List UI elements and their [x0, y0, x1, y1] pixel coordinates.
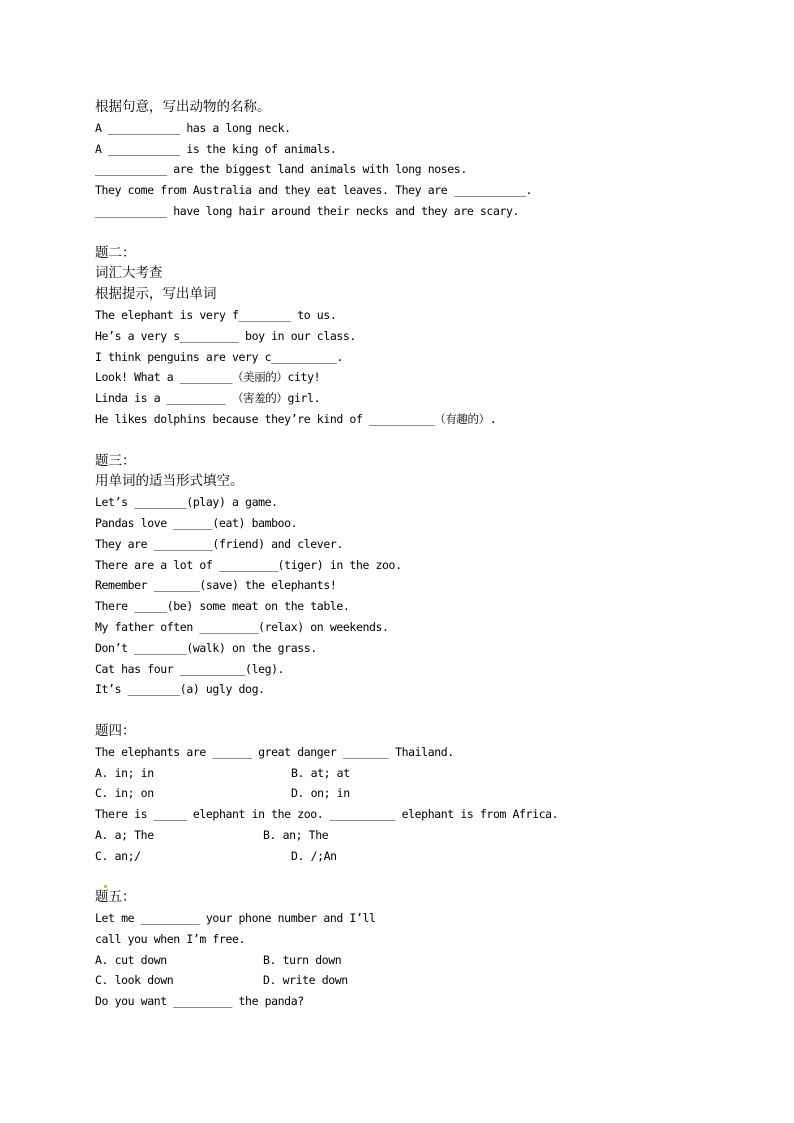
section3-line-1: Let’s ________(play) a game. — [95, 495, 278, 510]
section3-line-7: My father often _________(relax) on weekends. — [95, 619, 389, 634]
section5-title: 题五： — [95, 889, 136, 906]
option-c: C. in; on — [95, 786, 154, 801]
section3-line-2: Pandas love ______(eat) bamboo. — [95, 515, 298, 530]
section4-q2-question: There is _____ elephant in the zoo. __________ elephant is from Africa. — [95, 807, 559, 822]
section1-line-2: A ___________ is the king of animals. — [95, 141, 337, 156]
section1-instruction: 根据句意，写出动物的名称。 — [95, 99, 271, 115]
section5-q2-question: Do you want _________ the panda? — [95, 994, 304, 1009]
option-c: C. an;/ — [95, 848, 141, 863]
section2-subtitle: 词汇大考查 — [95, 265, 163, 282]
section5-q1-question-line2: call you when I’m free. — [95, 931, 246, 946]
option-a: A. a; The — [95, 827, 154, 842]
section2-line-6: He likes dolphins because they’re kind of __________（有趣的）. — [95, 411, 497, 426]
option-b: B. at; at — [291, 765, 350, 780]
option-b: B. turn down — [263, 952, 342, 967]
section1-line-4: They come from Australia and they eat leaves. They are ___________. — [95, 183, 533, 198]
section2-line-3: I think penguins are very c__________. — [95, 349, 343, 364]
section3-instruction: 用单词的适当形式填空。 — [95, 473, 244, 490]
section2-line-1: The elephant is very f________ to us. — [95, 307, 337, 322]
section3-line-6: There _____(be) some meat on the table. — [95, 599, 350, 614]
decorative-dot-icon — [104, 885, 107, 888]
section2-line-2: He’s a very s_________ boy in our class. — [95, 328, 356, 343]
section4-q2-options-row1 — [95, 825, 735, 846]
option-a: A. in; in — [95, 765, 154, 780]
option-d: D. write down — [263, 973, 348, 988]
section2-instruction: 根据提示，写出单词 — [95, 286, 217, 303]
section2-line-4: Look! What a ________（美丽的）city! — [95, 370, 321, 385]
section1-line-5: ___________ have long hair around their necks and they are scary. — [95, 203, 520, 218]
section2-title: 题二： — [95, 244, 136, 261]
section4-q1-question: The elephants are ______ great danger _______ Thailand. — [95, 744, 454, 759]
section3-title: 题三： — [95, 452, 136, 469]
section1-line-3: ___________ are the biggest land animals with long noses. — [95, 162, 467, 177]
section3-line-5: Remember _______(save) the elephants! — [95, 578, 337, 593]
section1-line-1: A ___________ has a long neck. — [95, 120, 291, 135]
section3-line-8: Don’t ________(walk) on the grass. — [95, 640, 317, 655]
option-b: B. an; The — [263, 827, 329, 842]
section3-line-9: Cat has four __________(leg). — [95, 661, 285, 676]
section4-q2-options-row2 — [95, 846, 735, 867]
section4-q1-options-row2 — [95, 783, 735, 804]
section5-q1-question-line1: Let me _________ your phone number and I’ll — [95, 911, 376, 926]
worksheet — [95, 97, 735, 1012]
section5-q1-options-row1 — [95, 950, 735, 971]
section3-line-10: It’s ________(a) ugly dog. — [95, 682, 265, 697]
section3-line-4: There are a lot of _________(tiger) in the zoo. — [95, 557, 402, 572]
section5-q1-options-row2 — [95, 970, 735, 991]
option-a: A. cut down — [95, 952, 167, 967]
section2-line-5: Linda is a _________ （害羞的）girl. — [95, 391, 321, 406]
option-d: D. on; in — [291, 786, 350, 801]
section3-line-3: They are _________(friend) and clever. — [95, 536, 343, 551]
option-d: D. /;An — [291, 848, 337, 863]
option-c: C. look down — [95, 973, 174, 988]
section4-title: 题四： — [95, 722, 136, 739]
section4-q1-options-row1 — [95, 763, 735, 784]
